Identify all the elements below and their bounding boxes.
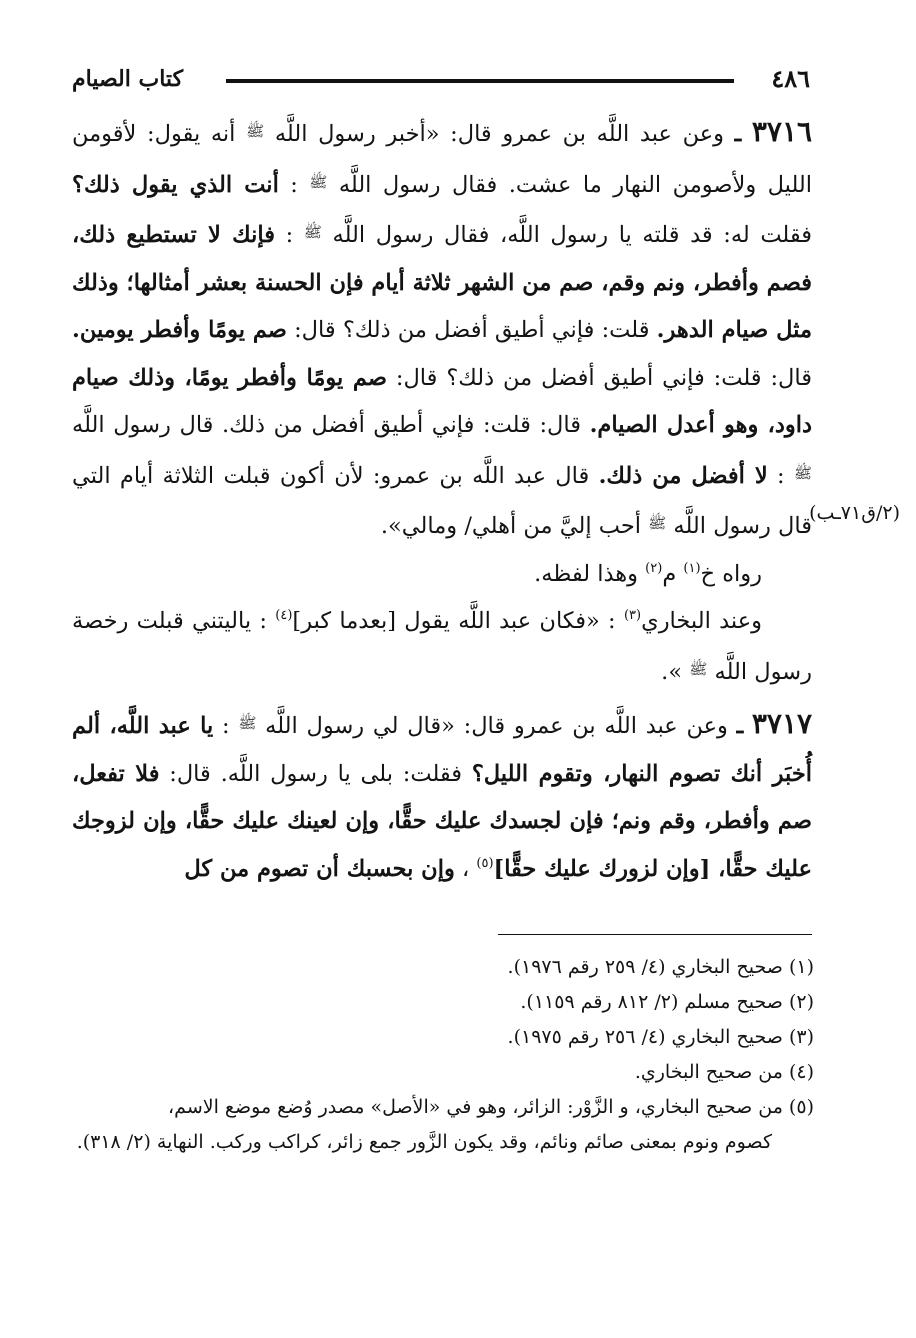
footnote-ref: (٥) (476, 855, 494, 871)
text-segment: : (777, 462, 785, 489)
manuscript-folio-note: (٢/ق٧١ـب) (809, 502, 900, 524)
text-segment: قال: قلت: فإني أطيق أفضل من ذلك. قال رسول اللَّه (72, 412, 581, 438)
hadith-3717 (72, 700, 812, 893)
page-number: ٤٨٦ (771, 64, 810, 93)
salawat-glyph: ﷺ (309, 172, 328, 191)
text-segment: وهذا لفظه. (534, 560, 639, 587)
salawat-glyph: ﷺ (793, 463, 813, 482)
text-segment: م (662, 560, 677, 587)
prophetic-speech: صم يومًا وأفطر يومين. (72, 317, 287, 343)
prophetic-speech: وإن بحسبك أن تصوم من كل (184, 855, 455, 882)
bukhari-variant (72, 598, 812, 696)
footnotes (72, 950, 814, 1160)
text-segment: وعن عبد اللَّه بن عمرو قال: «قال لي رسول اللَّه (265, 713, 728, 739)
text-segment: فقلت: بلى يا رسول اللَّه. قال: (169, 760, 463, 787)
prophetic-speech: أنت الذي يقول ذلك؟ (72, 171, 279, 198)
book-title: كتاب الصيام (72, 66, 184, 92)
footnote-ref: (٢) (645, 560, 663, 576)
salawat-glyph: ﷺ (246, 122, 265, 140)
hadith-number: ٣٧١٧ (751, 707, 813, 740)
text-segment: : (285, 222, 294, 248)
narration-source (72, 551, 812, 599)
hadith-3716 (72, 108, 900, 551)
salawat-glyph: ﷺ (303, 223, 322, 241)
footnote: (٤) من صحيح البخاري. (634, 1061, 814, 1083)
text-segment: أنه يقول: لأقومن الليل ولأصومن النهار ما عشت. فقال رسول اللَّه (72, 121, 813, 198)
salawat-glyph: ﷺ (689, 659, 708, 678)
prophetic-speech: فلا تفعل، صم وأفطر، وقم ونم؛ فإن لجسدك عليك حقًّا، وإن لعينك عليك حقًّا، وإن لزوجك عليك حقًّا، [وإن لزورك عليك حقًّا] (72, 760, 812, 882)
text-segment: فقلت له: قد قلته يا رسول اللَّه، فقال رسول اللَّه (332, 222, 813, 248)
footnote-ref: (٤) (275, 608, 293, 623)
footnote-ref: (٣) (623, 608, 642, 623)
hadith-dash: ـ (736, 713, 744, 739)
text-segment: وعند البخاري (641, 608, 763, 634)
footnote-ref: (١) (683, 560, 701, 576)
text-segment: ، (461, 855, 470, 882)
hadith-number: ٣٧١٦ (751, 115, 813, 148)
text-segment: وعن عبد اللَّه بن عمرو قال: «أخبر رسول اللَّه (274, 121, 724, 147)
text-segment: أحب إليَّ من أهلي/ ومالي». (380, 513, 641, 539)
text-segment: : ياليتني قبلت رخصة رسول اللَّه (72, 608, 812, 685)
page-header (72, 64, 812, 98)
text-segment: : (222, 713, 230, 739)
salawat-glyph: ﷺ (238, 714, 257, 732)
footnote: (٢) صحيح مسلم (٢/ ٨١٢ رقم ١١٥٩). (520, 991, 814, 1013)
text-segment: ». (661, 658, 683, 685)
text-segment: : (290, 171, 298, 198)
hadith-dash: ـ (734, 121, 742, 147)
prophetic-speech: فإنك لا تستطيع ذلك، فصم وأفطر، ونم وقم، صم من الشهر ثلاثة أيام فإن الحسنة بعشر أمثالها؛ وذلك مثل صيام الدهر. (72, 222, 812, 343)
text-segment: قال: قلت: فإني أطيق أفضل من ذلك؟ قال: (395, 364, 812, 391)
text-segment: رواه خ (700, 560, 762, 587)
text-segment: قلت: فإني أطيق أفضل من ذلك؟ قال: (294, 317, 650, 343)
salawat-glyph: ﷺ (648, 514, 667, 532)
prophetic-speech: لا أفضل من ذلك. (598, 462, 768, 489)
text-segment: : «فكان عبد اللَّه يقول [بعدما كبر] (292, 608, 616, 634)
footnote: (١) صحيح البخاري (٤/ ٢٥٩ رقم ١٩٧٦). (507, 956, 814, 978)
footnote-continuation: كصوم ونوم بمعنى صائم ونائم، وقد يكون الزَّور جمع زائر، كراكب وركب. النهاية (٢/ ٣١٨). (76, 1131, 772, 1153)
header-rule (226, 79, 734, 83)
main-text (72, 108, 900, 893)
prophetic-speech: صم يومًا وأفطر يومًا، وذلك صيام داود، وهو أعدل الصيام. (72, 364, 812, 438)
footnote: (٣) صحيح البخاري (٤/ ٢٥٦ رقم ١٩٧٥). (507, 1026, 814, 1048)
footnote-separator (498, 934, 812, 935)
footnote: (٥) من صحيح البخاري، و الزَّوْر: الزائر، وهو في «الأصل» مصدر وُضع موضع الاسم، (168, 1096, 814, 1118)
text-segment: قال عبد اللَّه بن عمرو: لأن أكون قبلت الثلاثة أيام التي قال رسول اللَّه (72, 462, 812, 539)
prophetic-speech: يا عبد اللَّه، ألم أُخبَر أنك تصوم النهار، وتقوم الليل؟ (72, 713, 812, 787)
